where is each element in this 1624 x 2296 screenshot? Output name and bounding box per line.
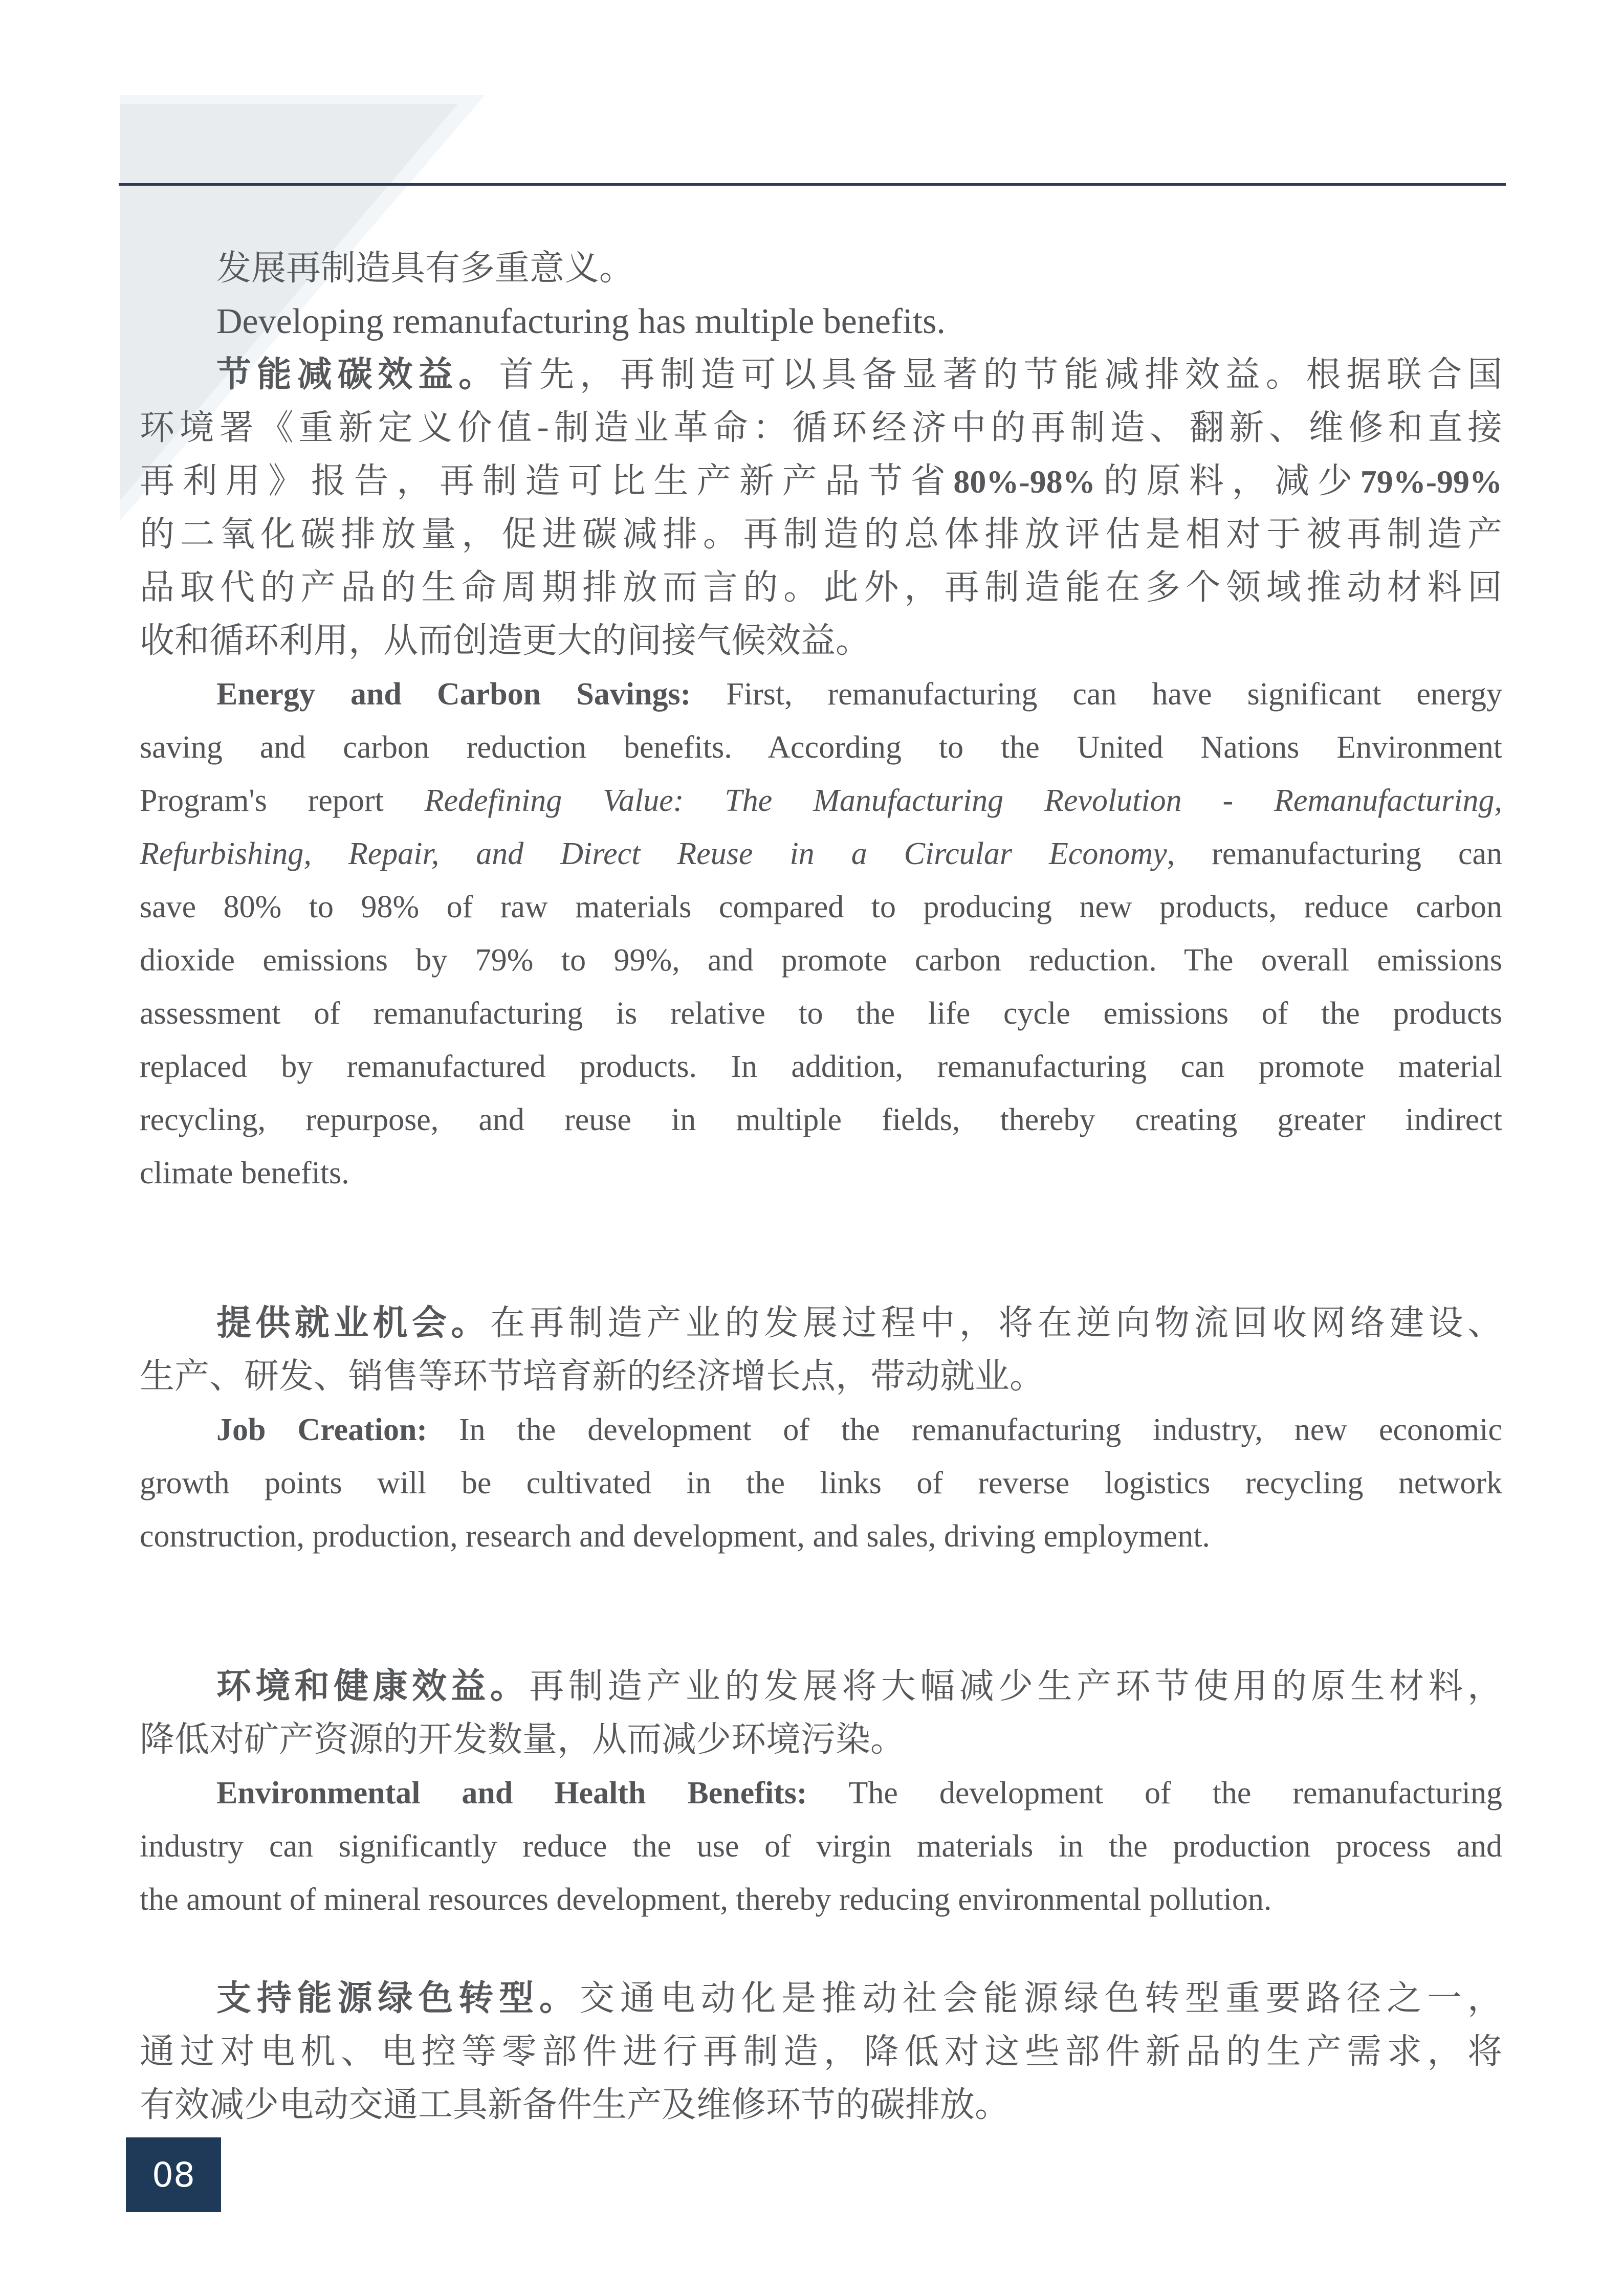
text-line bbox=[140, 242, 1502, 295]
text-segment: industry can significantly reduce the use of virgin materials in the production process and bbox=[140, 1829, 1502, 1864]
text-line bbox=[140, 1820, 1502, 1873]
text-segment: Redefining Value: The Manufacturing Revolution - Remanufacturing, bbox=[424, 783, 1503, 818]
text-line bbox=[140, 295, 1502, 348]
text-segment: 交通电动化是推动社会能源绿色转型重要路径之一， bbox=[579, 1978, 1502, 2019]
text-segment: the amount of mineral resources development, thereby reducing environmental pollution. bbox=[140, 1882, 1272, 1917]
text-segment: 生产、研发、销售等环节培育新的经济增长点，带动就业。 bbox=[140, 1356, 1045, 1397]
text-line bbox=[140, 1456, 1502, 1510]
text-segment: Program's report bbox=[140, 783, 425, 818]
text-segment: saving and carbon reduction benefits. According to the United Nations Environment bbox=[140, 730, 1502, 765]
text-line bbox=[140, 1040, 1502, 1093]
text-line bbox=[140, 827, 1502, 880]
text-line bbox=[140, 1713, 1502, 1767]
text-segment: assessment of remanufacturing is relative to the life cycle emissions of the products bbox=[140, 996, 1502, 1031]
text-segment: climate benefits. bbox=[140, 1156, 349, 1190]
header-rule bbox=[119, 183, 1506, 186]
paragraph bbox=[140, 1767, 1502, 1926]
text-line bbox=[140, 561, 1502, 614]
text-line bbox=[140, 2025, 1502, 2079]
text-segment: 环境署《重新定义价值-制造业革命：循环经济中的再制造、翻新、维修和直接 bbox=[140, 408, 1502, 448]
text-segment: 的二氧化碳排放量，促进碳减排。再制造的总体排放评估是相对于被再制造产 bbox=[140, 514, 1502, 555]
text-segment: Job Creation: bbox=[216, 1412, 459, 1447]
paragraph bbox=[140, 1660, 1502, 1767]
text-segment: 收和循环利用，从而创造更大的间接气候效益。 bbox=[140, 621, 871, 661]
text-segment: 首先，再制造可以具备显著的节能减排效益。根据联合国 bbox=[499, 355, 1502, 395]
text-segment: 再制造产业的发展将大幅减少生产环节使用的原生材料， bbox=[529, 1666, 1502, 1707]
page-number: 08 bbox=[152, 2155, 195, 2195]
text-segment: 环境和健康效益。 bbox=[216, 1666, 530, 1707]
text-flow bbox=[140, 242, 1502, 2132]
text-line bbox=[140, 934, 1502, 987]
text-line bbox=[140, 1510, 1502, 1563]
text-segment: 再利用》报告，再制造可比生产新产品节省 bbox=[140, 461, 954, 501]
text-line bbox=[140, 1873, 1502, 1926]
text-segment: construction, production, research and development, and sales, driving employment. bbox=[140, 1519, 1210, 1554]
text-segment: Developing remanufacturing has multiple benefits. bbox=[216, 302, 946, 341]
text-segment: 支持能源绿色转型。 bbox=[216, 1978, 580, 2019]
text-segment: 79%-99% bbox=[1360, 463, 1502, 500]
paragraph bbox=[140, 348, 1502, 668]
text-line bbox=[140, 508, 1502, 561]
text-segment: 降低对矿产资源的开发数量，从而减少环境污染。 bbox=[140, 1719, 906, 1760]
text-segment: Energy and Carbon Savings: bbox=[216, 677, 727, 712]
paragraph bbox=[140, 295, 1502, 348]
text-segment: Environmental and Health Benefits: bbox=[216, 1776, 849, 1811]
text-segment: dioxide emissions by 79% to 99%, and promote carbon reduction. The overall emissions bbox=[140, 943, 1502, 978]
text-segment: The development of the remanufacturing bbox=[848, 1776, 1502, 1811]
paragraph bbox=[140, 668, 1502, 1200]
text-segment: 的原料，减少 bbox=[1095, 461, 1360, 501]
text-line bbox=[140, 1350, 1502, 1403]
text-line bbox=[140, 987, 1502, 1040]
text-line bbox=[140, 668, 1502, 721]
text-segment: 通过对电机、电控等零部件进行再制造，降低对这些部件新品的生产需求，将 bbox=[140, 2032, 1502, 2072]
text-line bbox=[140, 1297, 1502, 1350]
paragraph bbox=[140, 1297, 1502, 1403]
text-line bbox=[140, 774, 1502, 827]
text-segment: 80%-98% bbox=[953, 463, 1095, 500]
text-segment: In the development of the remanufacturing industry, new economic bbox=[459, 1412, 1502, 1447]
text-line bbox=[140, 1972, 1502, 2025]
text-line bbox=[140, 721, 1502, 774]
text-line bbox=[140, 1403, 1502, 1456]
text-segment: Refurbishing, Repair, and Direct Reuse in a Circular Economy bbox=[140, 836, 1167, 871]
text-segment: 品取代的产品的生命周期排放而言的。此外，再制造能在多个领域推动材料回 bbox=[140, 567, 1502, 608]
text-line bbox=[140, 455, 1502, 508]
text-segment: replaced by remanufactured products. In addition, remanufacturing can promote material bbox=[140, 1049, 1502, 1084]
text-line bbox=[140, 2079, 1502, 2132]
text-segment: 有效减少电动交通工具新备件生产及维修环节的碳排放。 bbox=[140, 2085, 1010, 2125]
text-line bbox=[140, 880, 1502, 934]
text-segment: 发展再制造具有多重意义。 bbox=[216, 248, 634, 289]
paragraph bbox=[140, 1972, 1502, 2132]
text-segment: 在再制造产业的发展过程中，将在逆向物流回收网络建设、 bbox=[490, 1303, 1502, 1343]
text-segment: 节能减碳效益。 bbox=[216, 355, 499, 395]
text-line bbox=[140, 348, 1502, 402]
text-segment: recycling, repurpose, and reuse in multiple fields, thereby creating greater indirect bbox=[140, 1102, 1502, 1137]
text-segment: save 80% to 98% of raw materials compared to producing new products, reduce carbon bbox=[140, 890, 1502, 924]
page-number-badge bbox=[126, 2137, 221, 2212]
text-line bbox=[140, 1146, 1502, 1200]
text-segment: , remanufacturing can bbox=[1167, 836, 1502, 871]
paragraph bbox=[140, 1403, 1502, 1563]
text-line bbox=[140, 1093, 1502, 1146]
text-segment: 提供就业机会。 bbox=[216, 1303, 490, 1343]
text-line bbox=[140, 402, 1502, 455]
text-line bbox=[140, 1660, 1502, 1713]
text-line bbox=[140, 614, 1502, 668]
paragraph bbox=[140, 242, 1502, 295]
text-line bbox=[140, 1767, 1502, 1820]
text-segment: First, remanufacturing can have significant energy bbox=[726, 677, 1502, 712]
text-segment: growth points will be cultivated in the links of reverse logistics recycling network bbox=[140, 1466, 1502, 1500]
